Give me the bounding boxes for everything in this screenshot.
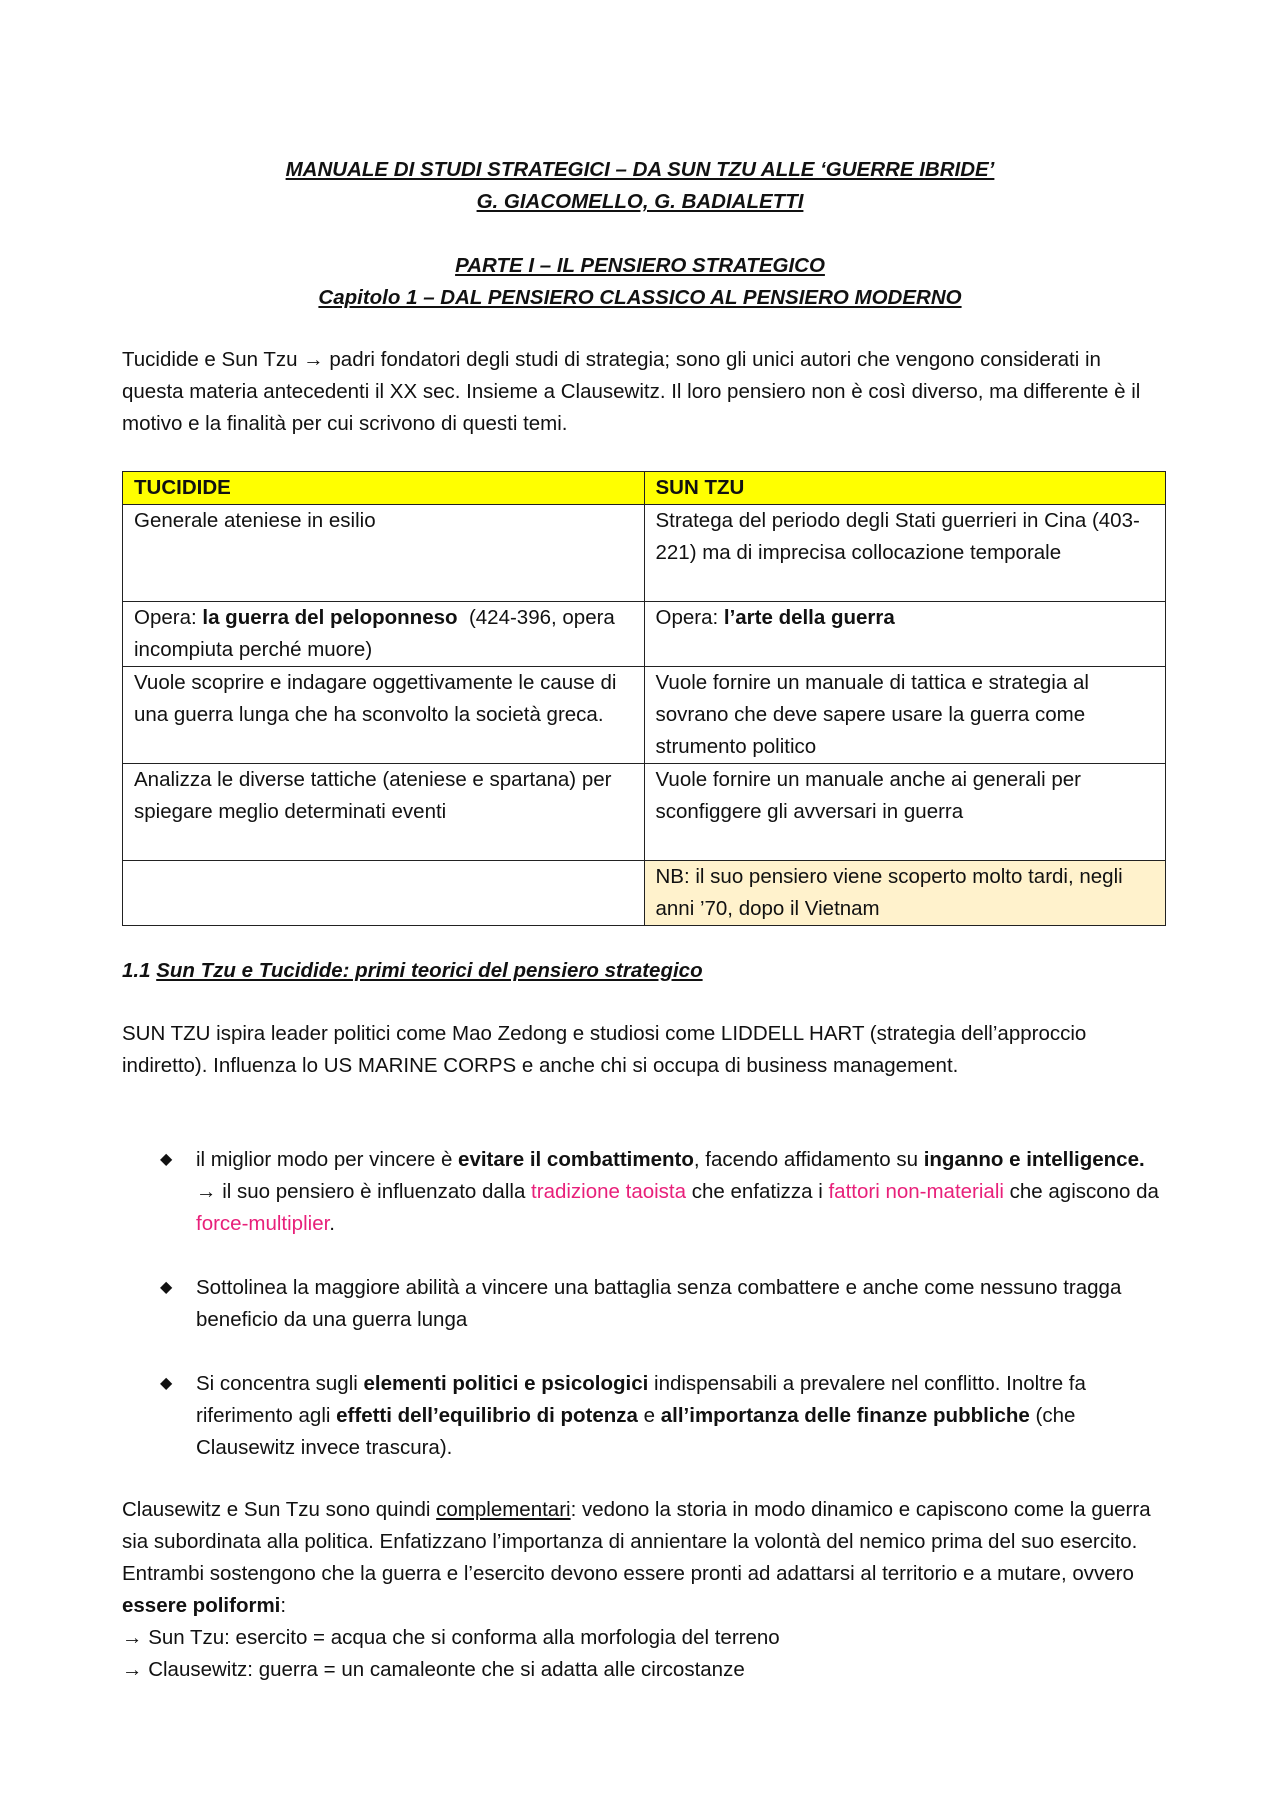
section-heading bbox=[122, 955, 1167, 987]
table-cell: Vuole scoprire e indagare oggettivamente le cause di una guerra lunga che ha sconvolto la società greca. bbox=[123, 667, 645, 764]
table-cell: Stratega del periodo degli Stati guerrieri in Cina (403-221) ma di imprecisa collocazione temporale bbox=[644, 505, 1166, 602]
bullet-item bbox=[162, 1272, 1162, 1336]
arrow-icon: → bbox=[303, 348, 324, 371]
bullet-item bbox=[162, 1368, 1162, 1464]
note-cell: NB: il suo pensiero viene scoperto molto tardi, negli anni ’70, dopo il Vietnam bbox=[644, 861, 1166, 926]
cell-bold: la guerra del peloponneso bbox=[202, 606, 458, 629]
intro-subject: Tucidide e Sun Tzu bbox=[122, 348, 298, 371]
bullet-text: Si concentra sugli elementi politici e psicologici indispensabili a prevalere nel conflitto. Inoltre fa riferimento agli effetti dell’equilibrio di potenza e all’importanza delle finanze pubbliche (che Clausewitz invece trascura). bbox=[196, 1372, 1086, 1459]
diamond-bullet-icon: ◆ bbox=[160, 1375, 173, 1392]
section-title: Sun Tzu e Tucidide: primi teorici del pensiero strategico bbox=[156, 959, 703, 982]
table-cell bbox=[644, 602, 1166, 667]
table-header-row bbox=[123, 472, 1166, 505]
table-row bbox=[123, 602, 1166, 667]
table-row bbox=[123, 764, 1166, 861]
diamond-bullet-icon: ◆ bbox=[160, 1151, 173, 1168]
header-sun-tzu: SUN TZU bbox=[644, 472, 1166, 505]
table-cell bbox=[123, 602, 645, 667]
cell-bold: l’arte della guerra bbox=[723, 606, 895, 629]
bullet-item bbox=[162, 1144, 1162, 1240]
document-title: MANUALE DI STUDI STRATEGICI – DA SUN TZU ALLE ‘GUERRE IBRIDE’ bbox=[285, 158, 995, 181]
table-row bbox=[123, 505, 1166, 602]
closing-paragraph: Clausewitz e Sun Tzu sono quindi complementari: vedono la storia in modo dinamico e capiscono come la guerra sia subordinata alla politica. Enfatizzano l’importanza di annientare la volontà del nemico prima del suo esercito. Entrambi sostengono che la guerra e l’esercito devono essere pronti ad adattarsi al territorio e a mutare, ovvero essere poliformi: → Sun Tzu: esercito = acqua che si conforma alla morfologia del terreno → Clausewitz: guerra = un camaleonte che si adatta alle circostanze bbox=[122, 1498, 1151, 1681]
table-cell: Vuole fornire un manuale anche ai generali per sconfiggere gli avversari in guerra bbox=[644, 764, 1166, 861]
bullet-text: Sottolinea la maggiore abilità a vincere una battaglia senza combattere e anche come nessuno tragga beneficio da una guerra lunga bbox=[196, 1276, 1122, 1331]
authors: G. GIACOMELLO, G. BADIALETTI bbox=[476, 190, 804, 213]
table-cell-empty bbox=[123, 861, 645, 926]
suntzu-paragraph: SUN TZU ispira leader politici come Mao Zedong e studiosi come LIDDELL HART (strategia dell’approccio indiretto). Influenza lo US MARINE CORPS e anche chi si occupa di business management. bbox=[122, 1022, 1087, 1077]
header-tucidide: TUCIDIDE bbox=[123, 472, 645, 505]
diamond-bullet-icon: ◆ bbox=[160, 1279, 173, 1296]
comparison-line: → Clausewitz: guerra = un camaleonte che si adatta alle circostanze bbox=[122, 1658, 745, 1681]
bullet-text: il miglior modo per vincere è evitare il combattimento, facendo affidamento su inganno e intelligence. → il suo pensiero è influenzato dalla tradizione taoista che enfatizza i fattori non-materiali che agiscono da force-multiplier. bbox=[196, 1148, 1159, 1235]
intro-text: padri fondatori degli studi di strategia; sono gli unici autori che vengono considerati in questa materia antecedenti il XX sec. Insieme a Clausewitz. Il loro pensiero non è così diverso, ma differente è il motivo e la finalità per cui scrivono di questi temi. bbox=[122, 348, 1141, 435]
part-heading: PARTE I – IL PENSIERO STRATEGICO bbox=[455, 254, 825, 277]
table-row bbox=[123, 667, 1166, 764]
section-number: 1.1 bbox=[122, 959, 157, 982]
cell-text: (424-396, opera incompiuta perché muore) bbox=[134, 606, 621, 661]
comparison-table bbox=[122, 471, 1166, 926]
table-cell: Analizza le diverse tattiche (ateniese e spartana) per spiegare meglio determinati eventi bbox=[123, 764, 645, 861]
cell-label: Opera: bbox=[134, 606, 203, 629]
chapter-heading: Capitolo 1 – DAL PENSIERO CLASSICO AL PENSIERO MODERNO bbox=[318, 286, 962, 309]
underlined-term: complementari bbox=[436, 1498, 571, 1521]
intro-paragraph bbox=[122, 344, 1167, 440]
table-row bbox=[123, 861, 1166, 926]
cell-label: Opera: bbox=[655, 606, 724, 629]
comparison-line: → Sun Tzu: esercito = acqua che si conforma alla morfologia del terreno bbox=[122, 1626, 780, 1649]
table-cell: Generale ateniese in esilio bbox=[123, 505, 645, 602]
table-cell: Vuole fornire un manuale di tattica e strategia al sovrano che deve sapere usare la guerra come strumento politico bbox=[644, 667, 1166, 764]
